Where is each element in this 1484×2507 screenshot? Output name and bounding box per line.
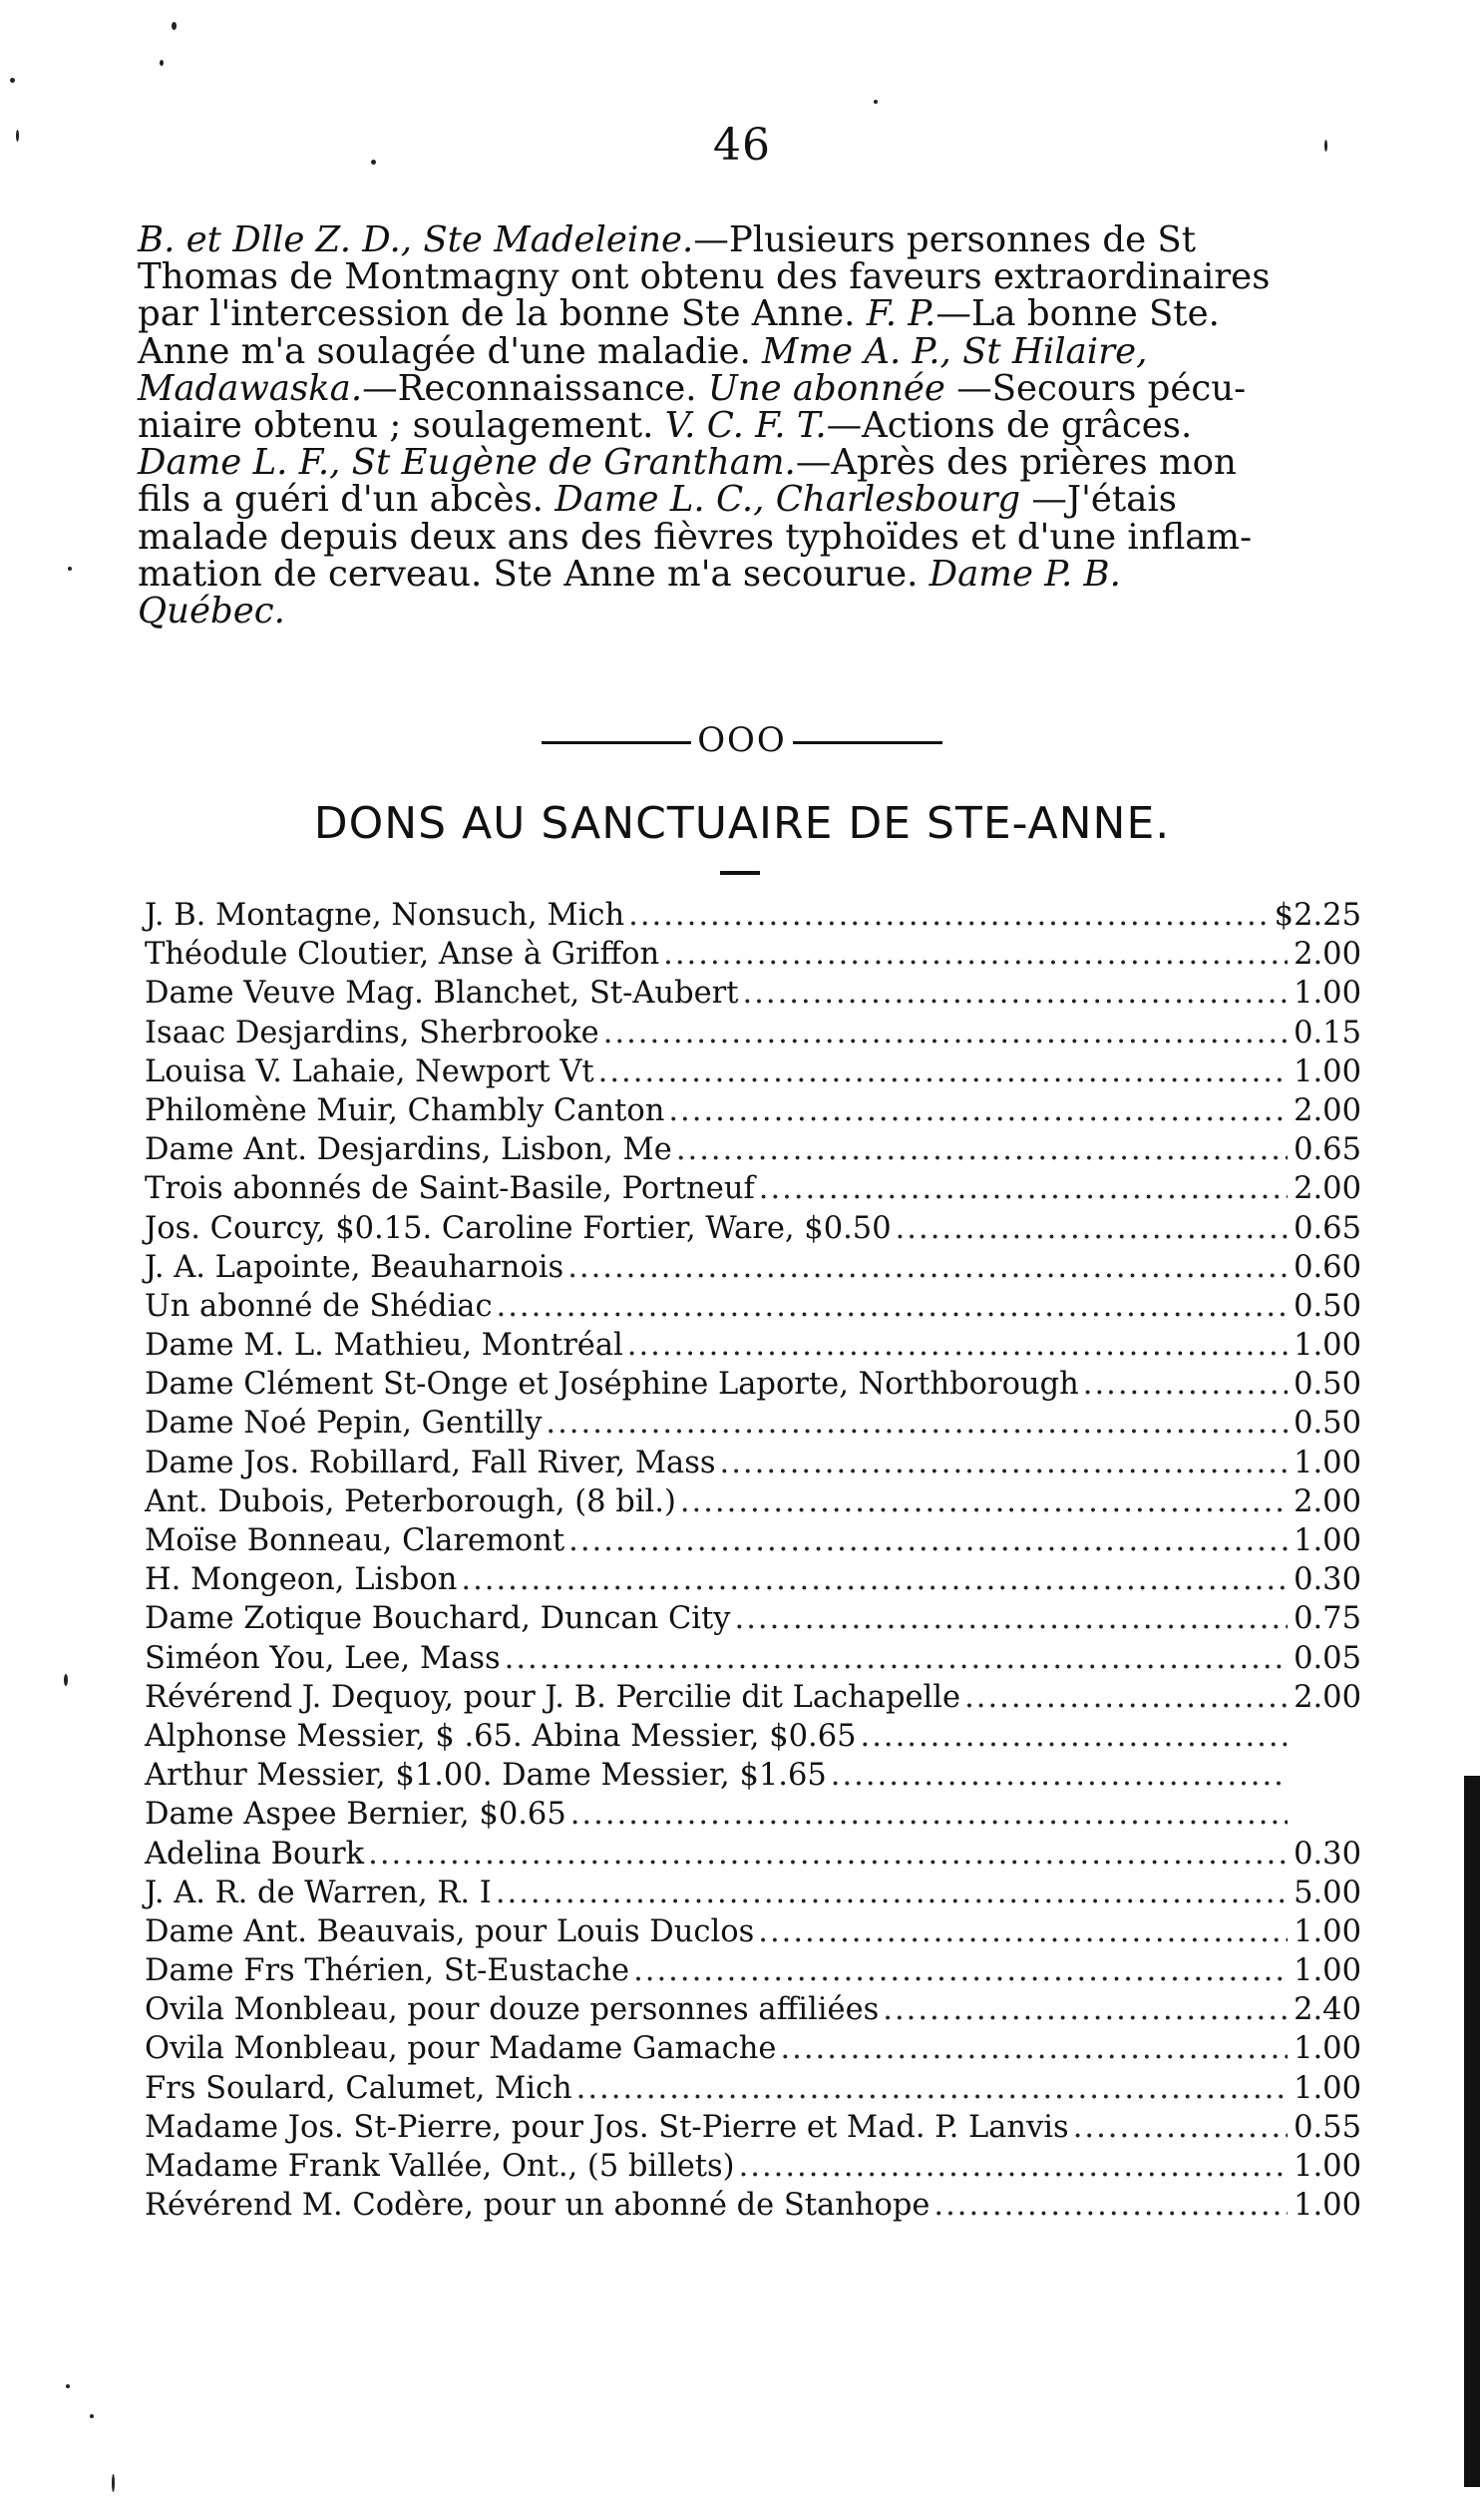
donation-amount: 1.00 bbox=[1294, 1953, 1361, 1989]
donation-row bbox=[145, 1560, 1361, 1599]
signature-text: Dame L. C., Charlesbourg bbox=[555, 479, 1021, 521]
donor-name: J. B. Montagne, Nonsuch, Mich bbox=[145, 898, 625, 933]
dot-leader bbox=[598, 1052, 1288, 1091]
body-text: mation de cerveau. Ste Anne m'a secourue. bbox=[138, 553, 929, 595]
favours-paragraph bbox=[138, 221, 1354, 629]
donor-name: Ovila Monbleau, pour Madame Gamache bbox=[145, 2031, 777, 2067]
donation-row bbox=[145, 1209, 1361, 1248]
dot-leader bbox=[567, 1248, 1288, 1287]
donation-row bbox=[145, 2029, 1361, 2068]
donor-name: Dame Noé Pepin, Gentilly bbox=[145, 1406, 543, 1442]
body-text: —Actions de grâces. bbox=[826, 404, 1193, 446]
paragraph-line bbox=[138, 553, 1354, 595]
paragraph-line bbox=[138, 367, 1354, 409]
paragraph-line bbox=[138, 256, 1354, 298]
donation-amount: 1.00 bbox=[1294, 2149, 1361, 2184]
signature-text: Dame P. B. bbox=[928, 553, 1121, 595]
donation-amount: 0.75 bbox=[1294, 1601, 1361, 1637]
dot-leader bbox=[720, 1444, 1288, 1482]
scan-edge-bar bbox=[1464, 1776, 1480, 2487]
scan-speck bbox=[64, 1674, 68, 1686]
donation-amount: 1.00 bbox=[1294, 2070, 1361, 2106]
donation-row bbox=[145, 2069, 1361, 2108]
signature-text: Québec. bbox=[138, 590, 285, 631]
scan-speck bbox=[10, 78, 15, 83]
donation-row bbox=[145, 1874, 1361, 1912]
donation-amount: 1.00 bbox=[1294, 2031, 1361, 2067]
donation-row bbox=[145, 1169, 1361, 1208]
dot-leader bbox=[780, 2029, 1288, 2068]
donation-amount: 1.00 bbox=[1294, 976, 1361, 1012]
dot-leader bbox=[633, 1951, 1288, 1990]
body-text: niaire obtenu ; soulagement. bbox=[138, 404, 665, 446]
donation-amount: 2.40 bbox=[1294, 1992, 1361, 2028]
dot-leader bbox=[505, 1639, 1288, 1678]
donor-name: Révérend M. Codère, pour un abonné de Stanhope bbox=[145, 2188, 930, 2224]
dot-leader bbox=[933, 2186, 1288, 2225]
donation-amount: 2.00 bbox=[1294, 937, 1361, 973]
donor-name: Jos. Courcy, $0.15. Caroline Fortier, Ware, $0.50 bbox=[145, 1210, 892, 1246]
dot-leader bbox=[964, 1678, 1288, 1717]
dot-leader bbox=[603, 1014, 1288, 1052]
divider-ornament: OOO bbox=[697, 720, 787, 760]
paragraph-line bbox=[138, 590, 1354, 631]
dot-leader bbox=[627, 1326, 1288, 1365]
section-heading: DONS AU SANCTUAIRE DE STE-ANNE. bbox=[313, 798, 1171, 849]
donor-name: Théodule Cloutier, Anse à Griffon bbox=[145, 937, 660, 973]
donation-row bbox=[145, 1130, 1361, 1169]
scan-speck bbox=[160, 60, 164, 66]
scan-speck bbox=[16, 130, 19, 142]
donor-name: Ant. Dubois, Peterborough, (8 bil.) bbox=[145, 1483, 676, 1519]
donation-amount: 1.00 bbox=[1294, 1053, 1361, 1089]
donation-row bbox=[145, 2147, 1361, 2186]
body-text: malade depuis deux ans des fièvres typhoïdes et d'une inflam- bbox=[138, 516, 1253, 558]
donation-amount: 1.00 bbox=[1294, 1445, 1361, 1480]
donor-name: Un abonné de Shédiac bbox=[145, 1288, 493, 1324]
dot-leader bbox=[663, 935, 1288, 974]
scan-speck bbox=[66, 2384, 70, 2388]
donation-amount: 0.65 bbox=[1294, 1132, 1361, 1168]
donations-list bbox=[145, 896, 1361, 2225]
paragraph-line bbox=[138, 404, 1354, 446]
paragraph-line bbox=[138, 479, 1354, 521]
paragraph-line bbox=[138, 221, 1354, 258]
donor-name: Dame Ant. Beauvais, pour Louis Duclos bbox=[145, 1913, 755, 1949]
donation-row bbox=[145, 1052, 1361, 1091]
signature-text: Une abonnée bbox=[707, 367, 945, 409]
donor-name: Isaac Desjardins, Sherbrooke bbox=[145, 1015, 599, 1050]
donor-name: Trois abonnés de Saint-Basile, Portneuf bbox=[145, 1171, 755, 1207]
section-divider bbox=[0, 720, 1484, 760]
donor-name: Madame Frank Vallée, Ont., (5 billets) bbox=[145, 2149, 735, 2184]
dot-leader bbox=[883, 1990, 1288, 2029]
donation-amount: 1.00 bbox=[1294, 1328, 1361, 1364]
donation-row bbox=[145, 974, 1361, 1013]
signature-text: F. P. bbox=[866, 293, 936, 335]
donation-row bbox=[145, 896, 1361, 935]
signature-text: Madawaska. bbox=[138, 367, 363, 409]
donation-amount: 0.30 bbox=[1294, 1562, 1361, 1598]
dot-leader bbox=[896, 1209, 1288, 1248]
donation-amount: 0.55 bbox=[1294, 2109, 1361, 2145]
body-text: Thomas de Montmagny ont obtenu des faveurs extraordinaires bbox=[138, 256, 1271, 298]
donation-row bbox=[145, 1521, 1361, 1560]
donation-row bbox=[145, 1014, 1361, 1052]
dot-leader bbox=[1083, 1365, 1288, 1404]
donor-name: H. Mongeon, Lisbon bbox=[145, 1562, 458, 1598]
body-text: —Reconnaissance. bbox=[362, 367, 708, 409]
donation-amount: 1.00 bbox=[1294, 2188, 1361, 2224]
dot-leader bbox=[742, 974, 1288, 1013]
donor-name: Moïse Bonneau, Claremont bbox=[145, 1523, 565, 1558]
donation-row bbox=[145, 1482, 1361, 1521]
donation-amount: 0.50 bbox=[1294, 1367, 1361, 1403]
donor-name: Dame Jos. Robillard, Fall River, Mass bbox=[145, 1445, 716, 1480]
donation-row bbox=[145, 1287, 1361, 1326]
donation-amount: 0.15 bbox=[1294, 1015, 1361, 1050]
donation-amount: 2.00 bbox=[1294, 1483, 1361, 1519]
scan-speck bbox=[172, 22, 177, 30]
donation-row bbox=[145, 2108, 1361, 2147]
donation-amount: 0.50 bbox=[1294, 1406, 1361, 1442]
donor-name: Ovila Monbleau, pour douze personnes affiliées bbox=[145, 1992, 880, 2028]
dot-leader bbox=[497, 1287, 1288, 1326]
paragraph-line bbox=[138, 442, 1354, 484]
signature-text: Dame L. F., St Eugène de Grantham. bbox=[138, 442, 796, 484]
paragraph-line bbox=[138, 516, 1354, 558]
paragraph-line bbox=[138, 293, 1354, 335]
donation-row bbox=[145, 1717, 1361, 1756]
donation-amount: 5.00 bbox=[1294, 1875, 1361, 1910]
heading-underline bbox=[720, 871, 760, 875]
donation-row bbox=[145, 1756, 1361, 1795]
donor-name: Arthur Messier, $1.00. Dame Messier, $1.65 bbox=[145, 1758, 827, 1794]
donation-row bbox=[145, 1404, 1361, 1443]
donation-row bbox=[145, 1990, 1361, 2029]
dot-leader bbox=[759, 1169, 1288, 1208]
donation-amount: 0.05 bbox=[1294, 1640, 1361, 1676]
donation-row bbox=[145, 1639, 1361, 1678]
scan-speck bbox=[874, 100, 878, 104]
donor-name: Louisa V. Lahaie, Newport Vt bbox=[145, 1053, 594, 1089]
donation-amount: 0.65 bbox=[1294, 1210, 1361, 1246]
donation-row bbox=[145, 1912, 1361, 1951]
donation-amount: 0.50 bbox=[1294, 1288, 1361, 1324]
page-number: 46 bbox=[713, 120, 771, 171]
donation-row bbox=[145, 1444, 1361, 1482]
body-text: Anne m'a soulagée d'une maladie. bbox=[138, 330, 763, 372]
divider-rule-left bbox=[542, 741, 691, 744]
body-text: —Après des prières mon bbox=[795, 442, 1237, 484]
dot-leader bbox=[546, 1404, 1288, 1443]
scan-speck bbox=[1324, 140, 1327, 152]
scan-speck bbox=[112, 2474, 115, 2492]
signature-text: Mme A. P., St Hilaire, bbox=[762, 330, 1148, 372]
scan-speck bbox=[68, 567, 72, 571]
donation-amount: 2.00 bbox=[1294, 1171, 1361, 1207]
body-text: par l'intercession de la bonne Ste Anne. bbox=[138, 293, 867, 335]
body-text: —La bonne Ste. bbox=[935, 293, 1220, 335]
donation-row bbox=[145, 1248, 1361, 1287]
donation-amount: 2.00 bbox=[1294, 1679, 1361, 1715]
signature-text: B. et Dlle Z. D., Ste Madeleine. bbox=[138, 219, 694, 260]
dot-leader bbox=[461, 1560, 1288, 1599]
donation-row bbox=[145, 1951, 1361, 1990]
donor-name: Philomène Muir, Chambly Canton bbox=[145, 1092, 665, 1128]
donor-name: Dame Zotique Bouchard, Duncan City bbox=[145, 1601, 731, 1637]
dot-leader bbox=[628, 896, 1271, 935]
donation-row bbox=[145, 1091, 1361, 1130]
dot-leader bbox=[576, 2069, 1288, 2108]
donor-name: Alphonse Messier, $ .65. Abina Messier, $0.65 bbox=[145, 1718, 857, 1754]
donation-row bbox=[145, 1795, 1361, 1834]
dot-leader bbox=[496, 1874, 1288, 1912]
donation-row bbox=[145, 1835, 1361, 1874]
donor-name: Dame Aspee Bernier, $0.65 bbox=[145, 1797, 566, 1833]
dot-leader bbox=[1073, 2108, 1288, 2147]
dot-leader bbox=[758, 1912, 1288, 1951]
dot-leader bbox=[676, 1130, 1288, 1169]
dot-leader bbox=[861, 1717, 1288, 1756]
donor-name: Dame Ant. Desjardins, Lisbon, Me bbox=[145, 1132, 672, 1168]
donation-amount: 0.60 bbox=[1294, 1249, 1361, 1285]
dot-leader bbox=[570, 1795, 1288, 1834]
scan-speck bbox=[90, 2414, 94, 2418]
donor-name: J. A. Lapointe, Beauharnois bbox=[145, 1249, 564, 1285]
body-text: —J'étais bbox=[1020, 479, 1177, 521]
donation-amount: $2.25 bbox=[1274, 898, 1361, 933]
scan-speck bbox=[371, 160, 376, 165]
donation-row bbox=[145, 935, 1361, 974]
dot-leader bbox=[739, 2147, 1288, 2186]
donation-amount: 1.00 bbox=[1294, 1523, 1361, 1558]
divider-rule-right bbox=[793, 741, 942, 744]
donation-row bbox=[145, 2186, 1361, 2225]
donor-name: Dame Frs Thérien, St-Eustache bbox=[145, 1953, 630, 1989]
donor-name: J. A. R. de Warren, R. I bbox=[145, 1875, 492, 1910]
donation-row bbox=[145, 1326, 1361, 1365]
dot-leader bbox=[668, 1091, 1288, 1130]
donor-name: Révérend J. Dequoy, pour J. B. Percilie dit Lachapelle bbox=[145, 1679, 961, 1715]
body-text: —Secours pécu- bbox=[944, 367, 1247, 409]
donation-row bbox=[145, 1678, 1361, 1717]
donation-row bbox=[145, 1365, 1361, 1404]
dot-leader bbox=[368, 1835, 1288, 1874]
signature-text: V. C. F. T. bbox=[664, 404, 827, 446]
donor-name: Frs Soulard, Calumet, Mich bbox=[145, 2070, 572, 2106]
body-text: —Plusieurs personnes de St bbox=[693, 219, 1196, 260]
dot-leader bbox=[568, 1521, 1288, 1560]
donor-name: Siméon You, Lee, Mass bbox=[145, 1640, 501, 1676]
donor-name: Dame Veuve Mag. Blanchet, St-Aubert bbox=[145, 976, 739, 1012]
body-text: fils a guéri d'un abcès. bbox=[138, 479, 556, 521]
donation-row bbox=[145, 1599, 1361, 1638]
dot-leader bbox=[735, 1599, 1288, 1638]
dot-leader bbox=[680, 1482, 1288, 1521]
donation-amount: 2.00 bbox=[1294, 1092, 1361, 1128]
donor-name: Madame Jos. St-Pierre, pour Jos. St-Pierre et Mad. P. Lanvis bbox=[145, 2109, 1069, 2145]
dot-leader bbox=[831, 1756, 1288, 1795]
paragraph-line bbox=[138, 330, 1354, 372]
donation-amount: 0.30 bbox=[1294, 1836, 1361, 1872]
donor-name: Dame Clément St-Onge et Joséphine Laporte, Northborough bbox=[145, 1367, 1079, 1403]
donor-name: Adelina Bourk bbox=[145, 1836, 365, 1872]
donation-amount: 1.00 bbox=[1294, 1913, 1361, 1949]
donor-name: Dame M. L. Mathieu, Montréal bbox=[145, 1328, 623, 1364]
